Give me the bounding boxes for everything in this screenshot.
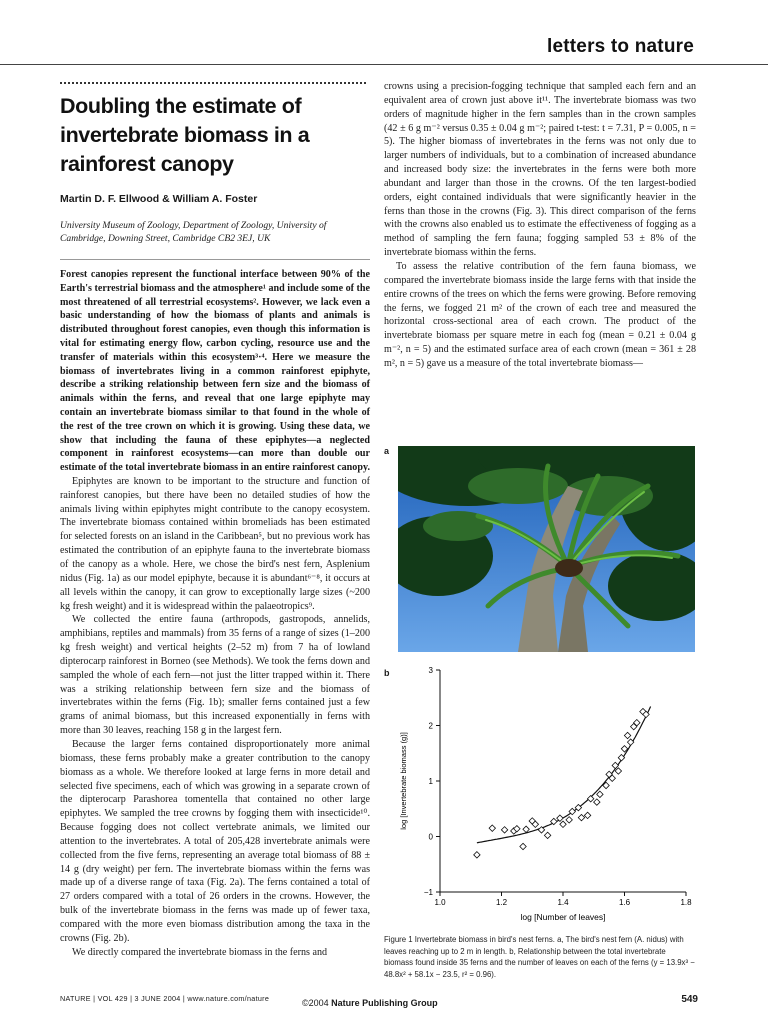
data-point (520, 843, 526, 849)
x-tick-label: 1.8 (680, 898, 692, 907)
footer-copyright (302, 998, 438, 1008)
fern-photo (398, 446, 695, 652)
data-point (612, 762, 618, 768)
data-points (474, 708, 650, 858)
x-tick-label: 1.4 (557, 898, 569, 907)
body-paragraph: To assess the relative contribution of the fern fauna biomass, we compared the invertebrate biomass inside the large ferns with that inside the entire crowns of the trees on which the ferns were growing. Before removing the ferns, we fogged 21 m² of the crown of each tree and measured the horizontal cross-sectional area of each crown. The product of the invertebrate biomass per square metre in each fog (mean = 0.21 ± 0.04 g m⁻², n = 5) and the estimated surface area of each crown (mean = 361 ± 28 m², n = 5) gave us a measure of the total invertebrate biomass— (384, 260, 696, 369)
body-paragraph: We directly compared the invertebrate biomass in the ferns and (72, 946, 328, 958)
data-point (615, 768, 621, 774)
y-tick-label: 1 (428, 777, 433, 786)
y-tick-label: 3 (428, 666, 433, 675)
data-point (624, 732, 630, 738)
data-point (566, 817, 572, 823)
data-point (544, 832, 550, 838)
copyright-year: ©2004 (302, 998, 329, 1008)
figure-caption: Figure 1 Invertebrate biomass in bird's nest ferns. a, The bird's nest fern (A. nidus) with leaves reaching up to 2 m in length. b, Relationship between the total invertebrate biomass found inside 35 ferns and the number of leaves on each of the ferns (y = 13.9x³ − 48.8x² + 58.1x − 23.5, r² = 0.96). (384, 935, 695, 979)
running-head: letters to nature (547, 36, 694, 57)
footer-journal: NATURE | VOL 429 | 3 JUNE 2004 | www.nature.com/nature (60, 994, 270, 1003)
data-point (587, 796, 593, 802)
data-point (578, 814, 584, 820)
chart-axes (440, 670, 686, 892)
dotted-rule (60, 82, 366, 84)
chart-ticks (424, 666, 692, 907)
y-tick-label: 2 (428, 721, 433, 731)
data-point (560, 821, 566, 827)
x-tick-label: 1.2 (495, 898, 508, 907)
body-paragraph: crowns using a precision-fogging technique that sampled each fern and an equivalent area of crown just above it¹¹. The invertebrate biomass was two orders of magnitude higher in the fern samples than in the crown samples (42 ± 6 g m⁻² versus 0.35 ± 0.04 g m⁻²; paired t-test: t = 7.31, P = 0.005, n = 5). The higher biomass of invertebrates in the ferns was not only due to larger numbers of individuals, but to a combination of increased abundance and increased body size: the invertebrates in the ferns were both more abundant and larger than those in the crowns. Of the ten largest-bodied orders, eight contained individuals that were significantly heavier in the ferns than those in the crowns (Fig. 3). This direct comparison of the ferns with the crowns also enabled us to estimate the effectiveness of fogging as a method of sampling the fern fauna; fogging sampled 53 ± 8% of the invertebrate biomass within the ferns. (384, 81, 696, 259)
y-tick-label: −1 (423, 888, 433, 897)
panel-a-label: a (384, 446, 390, 456)
x-tick-label: 1.0 (434, 898, 446, 907)
left-column (60, 92, 370, 959)
data-point (501, 827, 507, 833)
article-title: Doubling the estimate of invertebrate biomass in a rainforest canopy (60, 94, 310, 176)
data-point (523, 826, 529, 832)
affiliation: University Museum of Zoology, Department of Zoology, University of Cambridge, Downing Street, Cambridge CB2 3EJ, UK (60, 220, 327, 244)
right-column (384, 80, 696, 371)
y-axis-label: log [Invertebrate biomass (g)] (399, 732, 408, 830)
data-point (594, 799, 600, 805)
fern-photo-graphic (398, 446, 695, 652)
panel-b-label: b (384, 668, 390, 678)
body-paragraph: Epiphytes are known to be important to the structure and function of rainforest canopies, but there have been no detailed studies of how the animals living within epiphytes might contribute to the canopy ecosystem. The invertebrate biomass contained within bromeliads has been estimated for selected forests on an island in the Caribbean⁵, but no previous work has estimated the contribution of an epiphyte fauna to the invertebrate biomass of the canopy as a whole. Here, we chose the bird's nest fern, Asplenium nidus (Fig. 1a) as our model epiphyte, because it is abundant⁶⁻⁸, it occurs at all levels within the canopy, it can grow to exceptionally large sizes (~200 kg fresh weight) and it is widespread within the palaeotropics⁹. (60, 475, 370, 612)
page-number: 549 (681, 994, 698, 1005)
x-axis-label: log [Number of leaves] (520, 912, 606, 922)
scatter-chart (392, 662, 696, 932)
publisher: Nature Publishing Group (331, 998, 438, 1008)
data-point (597, 791, 603, 797)
data-point (584, 812, 590, 818)
abstract: Forest canopies represent the functional interface between 90% of the Earth's terrestrial biomass and the atmosphere¹ and include some of the most threatened of all terrestrial ecosystems². However, we lack even a basic understanding of how the biomass of plants and animals is distributed throughout forest canopies, even though this information is vital for estimating energy flow, carbon cycling, resource use and the transfer of materials within this ecosystem³·⁴. Here we measure the biomass of invertebrates living in a common rainforest epiphyte, describe a striking relationship between fern size and the biomass of animals within the ferns, and reveal that one large epiphyte may contain an invertebrate biomass similar to that found in the whole of the rest of the tree crown on which it is growing. Using these data, we show that including the fauna of these epiphytes—a neglected component in rainforest ecosystems—can more than double our estimate of the total invertebrate biomass in an entire rainforest canopy. (60, 259, 370, 475)
authors: Martin D. F. Ellwood & William A. Foster (60, 193, 258, 205)
data-point (489, 825, 495, 831)
body-paragraph: We collected the entire fauna (arthropods, gastropods, annelids, amphibians, reptiles and mammals) from 35 ferns of a range of sizes (1–200 kg fresh weight) and vertical heights (2–52 m) from 7 ha of lowland dipterocarp rainforest in Borneo (see Methods). We took the ferns down and sampled the whole of each fern—not just the litter trapped within it. There was a striking relationship between fern size and the biomass of invertebrates within the ferns (Fig. 1b); smaller ferns contained just a few grams of animal biomass, but this increased exponentially in ferns with more than 30 leaves, reaching 158 g in the largest fern. (60, 614, 370, 737)
y-tick-label: 0 (428, 832, 433, 842)
data-point (627, 739, 633, 745)
header-rule (0, 64, 768, 65)
x-tick-label: 1.6 (618, 898, 631, 907)
data-point (474, 852, 480, 858)
scatter-chart-svg (392, 662, 696, 932)
body-paragraph: Because the larger ferns contained disproportionately more animal biomass, these ferns probably make a greater contribution to the canopy biomass as a whole. We therefore looked at large ferns in more detail and selected five specimens, each of which was growing in a separate crown of the dipterocarp Parashorea tomentella that contained no other large epiphytes. We sampled the tree crowns by fogging them with insecticide¹⁰. Because fogging does not collect vertebrate animals, we limited our attention to the invertebrates. A total of 205,428 invertebrate animals were collected from the five ferns, representing an average total biomass of 88 ± 14 g (dry weight) per fern. The invertebrate biomass within the ferns was made up of a diverse range of taxa (Fig. 2a). The ferns contained a total of 27 orders compared with a total of 26 orders in the crowns. However, the bulk of the invertebrate biomass in the ferns was made up of fewer taxa, compared with the more even biomass distribution among the taxa in the crowns (Fig. 2b). (60, 738, 370, 944)
